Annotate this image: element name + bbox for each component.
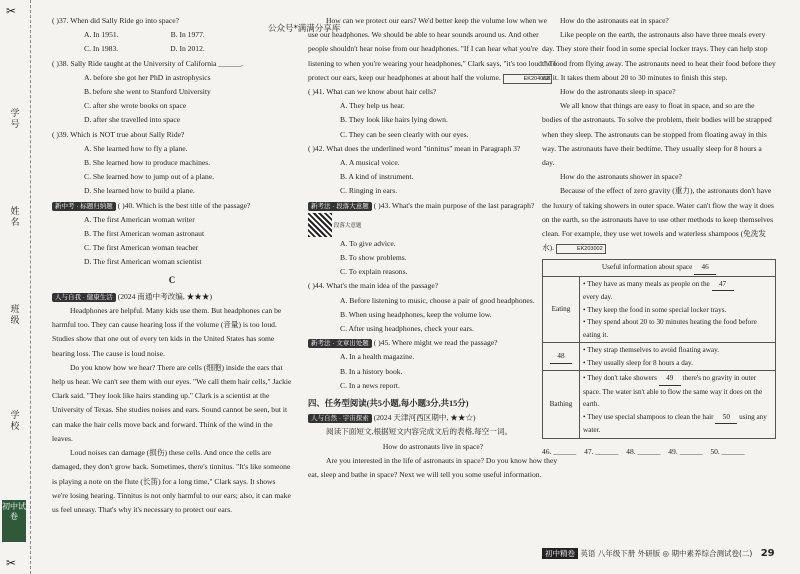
sleep-heading: How do the astronauts sleep in space? [560,87,676,97]
class-label: 班级 [10,304,20,325]
question-41: ( )41. What can we know about hair cells? [308,87,437,97]
qr-label: 段落大意题 [333,222,362,229]
passage-c-source: 人与自我 · 健康生活 (2024 南通中考改编, ★★★) [52,290,292,304]
exam-tag: 初中试卷 [2,500,26,542]
passage-c-paragraph-3: Loud noises can damage (损伤) these cells. And once the cells are damaged, they don't grow back. Sometimes, there's tinnitus. "It's like someone is playing a note on the flute (长笛) for a long time," Clark says. It shows we're losing hearing. Tinnitus is not only harmful to our ears; also, it can make us feel uneasy. That's why it's necessary to protect our ears. [52,448,291,514]
question-37: ( )37. When did Sally Ride go into space? [52,16,180,25]
sleep-info: • They strap themselves to avoid floating away. • They usually sleep for 8 hours a day. [580,343,776,371]
blank-47[interactable]: 47 [712,278,734,292]
q37-options-row2: C. In 1983. D. In 2012. [84,44,205,54]
q39-option-b: B. She learned how to produce machines. [84,158,211,168]
eating-label: Eating [543,276,580,343]
q38-option-b: B. before she went to Stanford University [84,87,211,97]
sleep-label-cell [543,343,580,371]
section-4-heading: 四、任务型阅读(共5小题,每小题3分,共15分) [308,399,469,409]
q40-option-a: A. The first American woman writer [84,214,195,224]
passage-title: How do astronauts live in space? [382,441,484,451]
answer-line [542,445,776,459]
q40-option-d: D. The first American woman scientist [84,257,202,267]
passage-c-paragraph-4: How can we protect our ears? We'd better keep the volume low when we use our headphones. We should be able to hear sounds around us. And other people shouldn't hear noise from our headphones. "If I can hear what you're listening to when you're wearing your headphones," Clark says, "it's too loud." To protect our ears, keep our headphones at about half the volume. EK204002 [308,16,557,82]
section-4-instructions: 阅读下面短文,根据短文内容完成文后的表格,每空一词。 [326,427,513,437]
shower-paragraph: Because of the effect of zero gravity (重力), the astronauts don't have the luxury of taking showers in outer space. Water can't flow the way it does on the earth, so the astronauts have to use other methods to keep themselves clean. For example, they use wet towels and waterless shampoos (免洗发水). EK203002 [542,186,774,253]
section-c-heading: C [168,274,176,285]
scissors-icon: ✂ [6,4,17,18]
question-44: ( )44. What's the main idea of the passage? [308,281,439,291]
q41-option-a: A. They help us hear. [340,101,405,111]
footer-text: 英语 八年级下册 外研版 ◎ 期中素养综合测试卷(二) [580,549,753,558]
question-38: ( )38. Sally Ride taught at the University of California ______. [52,58,244,68]
passage-c-paragraph-1: Headphones are helpful. Many kids use them. But headphones can be harmful too. They can cause hearing loss if the volume (音量) is too loud. Studies show that one out of every ten kids in the United States has some hearing loss. The cause is loud noise. [52,306,282,358]
passage-c-paragraph-2: Do you know how we hear? There are cells (细胞) inside the ears that help us hear. We can't see them with our eyes. "We call them hair cells," Jackie Clark said. "They look like hairs standing up." Clark is a scientist at the University of Texas. She studies noises and ears. Sound cannot be seen, but it can make the hair cells move back and forward. Think of the wind in the leaves. [52,362,292,443]
q41-option-b: B. They look like hairs lying down. [340,115,448,125]
bathing-label: Bathing [543,371,580,439]
q45-option-b: B. In a history book. [340,366,403,376]
answer-48[interactable]: 48. ______ [626,446,661,456]
q38-option-d: D. after she travelled into space [84,115,181,125]
blank-49[interactable]: 49 [659,372,681,386]
resource-code-2: EK203002 [556,244,606,254]
blank-48[interactable]: 48 [550,350,572,364]
question-43: 新考法 · 段落大意题 ( )43. What's the main purpose of the last paragraph? 段落大意题 [308,199,558,237]
q45-option-c: C. In a news report. [340,380,400,390]
q44-option-c: C. After using headphones, check your ears. [340,324,474,334]
bathing-info: • They don't take showers 49 there's no gravity in outer space. The water isn't able to flow the same way it does on the earth. • They use special shampoos to clean the hair 50 using any water. [580,371,776,439]
q44-option-b: B. When using headphones, keep the volume low. [340,309,492,319]
q37-options-row1: A. In 1951. B. In 1977. [84,30,205,40]
exam-page [40,0,792,574]
answer-46[interactable]: 46. ______ [542,446,577,456]
q40-option-c: C. The first American woman teacher [84,243,199,253]
question-40: 新中考 · 标题归纳题 ( )40. Which is the best title of the passage? [52,199,292,213]
sleep-paragraph: We all know that things are easy to float in space, and so are the bodies of the astronauts. To solve the problem, their bodies will be strapped when they sleep. The astronauts can be stopped from floating away in this way. The astronauts have their bedtime. They usually sleep for 8 hours a day. [542,101,772,168]
q40-option-b: B. The first American woman astronaut [84,229,205,239]
q45-option-a: A. In a health magazine. [340,352,415,362]
answer-50[interactable]: 50. ______ [710,446,745,456]
table-title-cell: Useful information about space 46 [543,260,776,277]
question-39: ( )39. Which is NOT true about Sally Ride? [52,129,185,139]
column-3 [542,14,776,459]
answer-49[interactable]: 49. ______ [668,446,703,456]
binding-margin [0,0,31,574]
q42-option-b: B. A kind of instrument. [340,172,414,182]
q43-option-b: B. To show problems. [340,253,407,263]
page-footer [542,548,792,559]
student-id-label: 学号 [10,108,20,129]
shower-heading: How do the astronauts shower in space? [560,172,682,182]
q43-option-c: C. To explain reasons. [340,267,408,277]
watermark-header: 公众号*满满分享库 [268,24,341,34]
q39-option-d: D. She learned how to build a plane. [84,186,195,196]
q39-option-a: A. She learned how to fly a plane. [84,143,188,153]
book-brand: 初中精卷 [542,548,578,559]
section-4-source: 人与自然 · 宇宙探索 (2024 天津河西区期中, ★★☆) [308,411,558,425]
q42-option-c: C. Ringing in ears. [340,186,398,196]
name-label: 姓名 [10,206,20,227]
q44-option-a: A. Before listening to music, choose a pair of good headphones. [340,295,535,305]
blank-46[interactable]: 46 [694,261,716,275]
blank-50[interactable]: 50 [715,411,737,425]
q42-option-a: A. A musical voice. [340,158,400,168]
eat-heading: How do the astronauts eat in space? [560,16,669,25]
column-1 [52,14,292,517]
q39-option-c: C. She learned how to jump out of a plane. [84,172,215,182]
answer-47[interactable]: 47. ______ [584,446,619,456]
q38-option-c: C. after she wrote books on space [84,101,187,111]
question-45: 新考法 · 文章出处题 ( )45. Where might we read the passage? [308,336,558,350]
q43-option-a: A. To give advice. [340,238,396,248]
info-table [542,259,776,439]
q40-tag: 新中考 · 标题归纳题 [52,202,116,211]
q41-option-c: C. They can be seen clearly with our eyes. [340,129,469,139]
q38-option-a: A. before she got her PhD in astrophysics [84,72,211,82]
passage-d-paragraph-1: Are you interested in the life of astronauts in space? Do you know how they eat, sleep and bathe in space? Next we will tell you some useful information. [308,455,558,480]
resource-code: EK204002 [503,74,553,84]
question-42: ( )42. What does the underlined word "tinnitus" mean in Paragraph 3? [308,143,521,153]
column-2 [308,14,558,482]
scissors-icon-bottom: ✂ [6,556,17,570]
school-label: 学校 [10,410,20,431]
page-number: 29 [760,548,775,559]
eat-paragraph: Like people on the earth, the astronauts also have three meals every day. They store their food in some special locker trays. They can help stop the food from flying away. The astronauts need to heat their food before they eat it. It takes them about 20 to 30 minutes to finish this step. [542,30,776,82]
eating-info: • They have as many meals as people on the 47 every day. • They keep the food in some special locker trays. • They spend about 20 to 30 minutes heating the food before eating it. [580,276,776,343]
qr-code-icon [308,213,332,237]
